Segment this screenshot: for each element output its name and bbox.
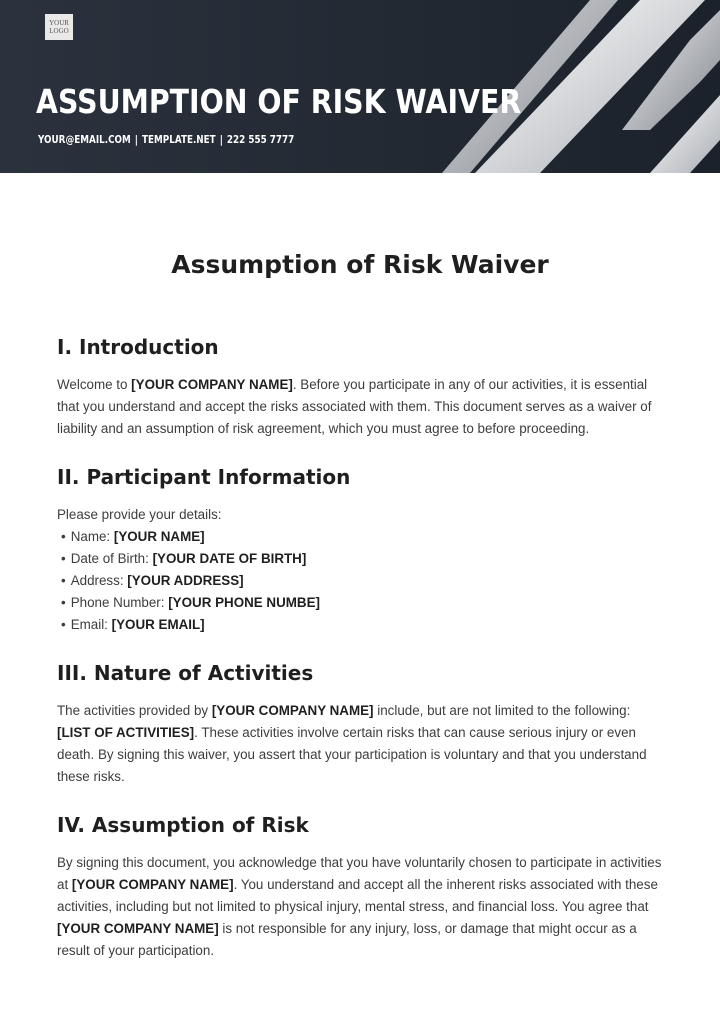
list-item: • Phone Number: [YOUR PHONE NUMBE]: [61, 592, 667, 614]
section-paragraph: The activities provided by [YOUR COMPANY NAME] include, but are not limited to the following: [LIST OF ACTIVITIES]. These activities involve certain risks that can cause serious injury or even death. By signing this waiver, you assert that your participation is voluntary and that you understand these risks.: [57, 703, 647, 784]
contact-website: TEMPLATE.NET: [141, 133, 216, 146]
placeholder-field: [YOUR COMPANY NAME]: [71, 877, 234, 892]
list-item: • Date of Birth: [YOUR DATE OF BIRTH]: [61, 548, 667, 570]
section-heading: II. Participant Information: [57, 465, 351, 489]
placeholder-field: [LIST OF ACTIVITIES]: [57, 725, 195, 740]
company-logo: YOUR LOGO: [45, 14, 73, 40]
contact-phone: 222 555 7777: [226, 133, 295, 146]
separator: |: [134, 133, 138, 146]
section-introduction: [57, 334, 667, 440]
placeholder-field: [YOUR COMPANY NAME]: [131, 377, 293, 392]
section-paragraph: Welcome to [YOUR COMPANY NAME]. Before you participate in any of our activities, it is essential that you understand and accept the risks associated with them. This document serves as a waiver of liability and an assumption of risk agreement, which you must agree to before proceeding.: [57, 377, 652, 436]
section-heading: III. Nature of Activities: [57, 661, 314, 685]
list-item: • Name: [YOUR NAME]: [61, 526, 667, 548]
document-body: [57, 334, 667, 986]
participant-details-list: [57, 526, 667, 636]
list-item: • Email: [YOUR EMAIL]: [61, 614, 667, 636]
placeholder-field: [YOUR DATE OF BIRTH]: [152, 551, 307, 566]
placeholder-field: [YOUR NAME]: [113, 529, 205, 544]
document-title: Assumption of Risk Waiver: [171, 250, 549, 279]
section-paragraph: By signing this document, you acknowledge that you have voluntarily chosen to participate in activities at [YOUR COMPANY NAME]. You understand and accept all the inherent risks associated with these activities, including but not limited to physical injury, mental stress, and financial loss. You agree that [YOUR COMPANY NAME] is not responsible for any injury, loss, or damage that might occur as a result of your participation.: [57, 855, 662, 958]
separator: |: [219, 133, 223, 146]
list-item: • Address: [YOUR ADDRESS]: [61, 570, 667, 592]
placeholder-field: [YOUR EMAIL]: [111, 617, 205, 632]
placeholder-field: [YOUR ADDRESS]: [127, 573, 244, 588]
section-heading: IV. Assumption of Risk: [57, 813, 309, 837]
section-assumption-of-risk: [57, 812, 667, 962]
section-participant-information: [57, 464, 667, 636]
placeholder-field: [YOUR PHONE NUMBE]: [168, 595, 320, 610]
contact-line: [38, 133, 294, 146]
contact-email: YOUR@EMAIL.COM: [38, 133, 131, 146]
placeholder-field: [YOUR COMPANY NAME]: [211, 703, 374, 718]
header-title: ASSUMPTION OF RISK WAIVER: [36, 82, 522, 121]
section-nature-of-activities: [57, 660, 667, 788]
section-heading: I. Introduction: [57, 335, 219, 359]
placeholder-field: [YOUR COMPANY NAME]: [57, 921, 219, 936]
document-header: [0, 0, 720, 173]
section-lead: Please provide your details:: [57, 507, 222, 522]
